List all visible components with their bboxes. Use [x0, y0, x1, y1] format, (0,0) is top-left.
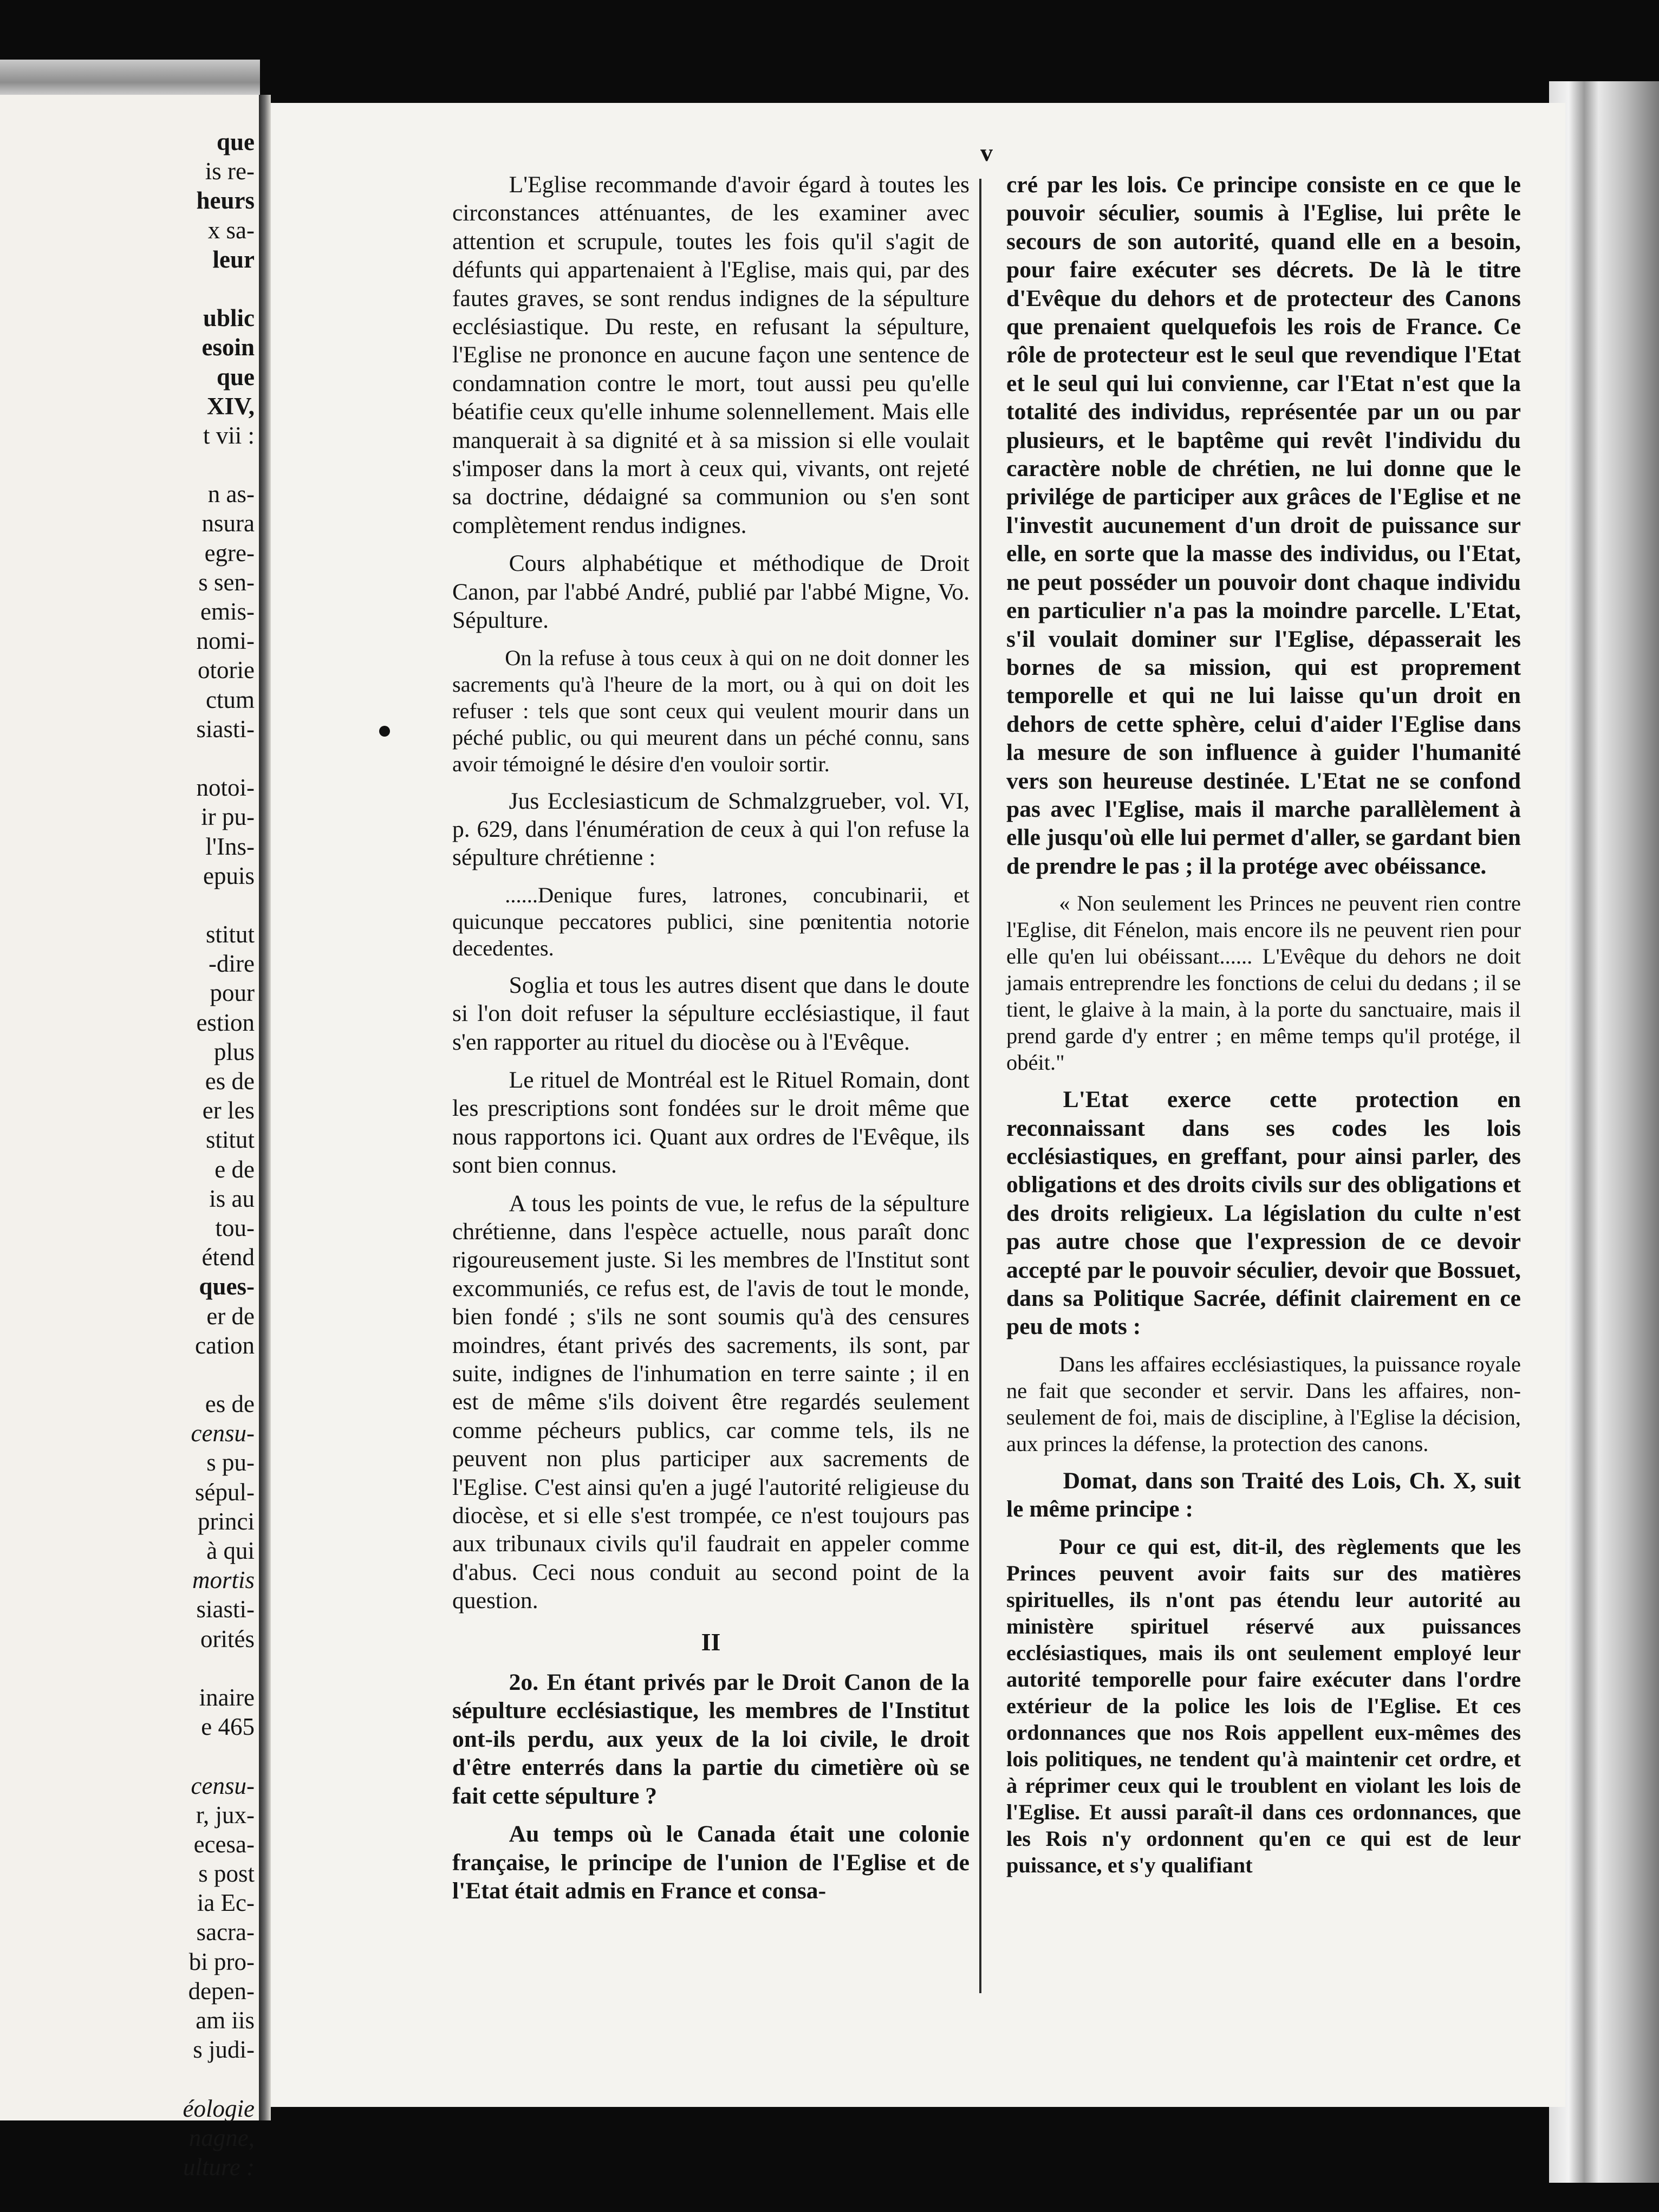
facing-page-line: ia Ec- [197, 1889, 255, 1917]
paragraph: 2o. En étant privés par le Droit Canon de la sépulture ecclésiastique, les membres de l'Institut ont-ils perdu, aux yeux de la loi civile, le droit d'être enterrés dans la partie du cimetière où se fait cette sépulture ? [452, 1669, 970, 1809]
facing-page-line [0, 274, 255, 303]
facing-page-line: siasti- [196, 715, 255, 743]
facing-page-line: censu- [191, 1772, 255, 1799]
facing-page-line: mortis [192, 1566, 255, 1594]
facing-page-line: t vii : [203, 421, 255, 449]
facing-page-line: notoi- [196, 774, 255, 802]
facing-page-line: egre- [204, 539, 255, 567]
paragraph: A tous les points de vue, le refus de la sépulture chrétienne, dans l'espèce actuelle, nous paraît donc rigoureusement juste. Si les membres de l'Institut sont excommuniés, ce refus est, de l'avis de tout le monde, bien fondé ; s'ils ne sont soumis qu'à des censures moindres, étant privés des sacrements, ils sont, par suite, indignes de l'inhumation en terre sainte ; il en est de même s'ils doivent être regardés seulement comme pécheurs publics, car comme tels, ils ne peuvent non plus participer aux sacrements de l'Eglise. C'est ainsi qu'en a jugé l'autorité religieuse du diocèse, et si elle s'est trompée, ce n'est toujours pas aux tribunaux civils qu'il faudrait en appeler comme d'abus. Ceci nous conduit au second point de la question. [452, 1190, 970, 1614]
facing-page-line: n as- [207, 480, 255, 508]
facing-page-line: er les [202, 1097, 255, 1124]
facing-page-line: epuis [203, 862, 255, 889]
facing-page-line [0, 744, 255, 773]
facing-page-line: leur [212, 245, 255, 273]
facing-page-line: à qui [206, 1537, 255, 1564]
facing-page-line [0, 890, 255, 920]
facing-page-line: heurs [196, 187, 255, 214]
section-heading: II [701, 1628, 721, 1656]
paragraph: L'Etat exerce cette protection en reconnaissant dans ses codes les lois ecclésiastiques, en greffant, pour ainsi parler, des obligations et des droits civils sur des obligations et des droits religieux. La législation du culte n'est pas autre chose que l'expression de ce devoir accepté par le pouvoir séculier, devoir que Bossuet, dans sa Politique Sacrée, définit clairement en ce peu de mots : [1006, 1087, 1521, 1340]
book-gutter [259, 95, 271, 2120]
facing-page-line: ecesa- [193, 1830, 255, 1858]
facing-page-line: que [216, 128, 255, 155]
facing-page-line: tou- [215, 1214, 255, 1241]
paragraph: cré par les lois. Ce principe consiste en ce que le pouvoir séculier, soumis à l'Eglise, lui prête le secours de son autorité, quand elle en a besoin, pour faire exécuter ses décrets. De là le titre d'Evêque du dehors et de protecteur des Canons que prenaient quelquefois les rois de France. Ce rôle de protecteur est le seul que revendique l'Etat et le seul qui lui convienne, car l'Etat n'est que la totalité des individus, représentée par un ou par plusieurs, et le baptême qui revêt l'individu du caractère noble de chrétien, ne lui donne que le privilége de participer aux grâces de l'Eglise et ne l'investit aucunement d'un droit de puissance sur elle, en sorte que la masse des individus, ou l'Etat, ne peut posséder un pouvoir dont chaque individu en particulier n'a pas la moindre parcelle. L'Etat, s'il voulait dominer sur l'Eglise, dépasserait les bornes de sa mission, qui est proprement temporelle et qui ne lui laisse qu'un droit en dehors de cette sphère, celui d'aider l'Eglise dans la mesure de son influence à guider l'humanité vers son heureuse destinée. L'Etat ne se confond pas avec l'Eglise, mais il marche parallèlement à elle jusqu'où elle lui permet d'aller, se gardant bien de prendre le pas ; il la protége avec obéissance. [1006, 172, 1521, 879]
paragraph: Domat, dans son Traité des Lois, Ch. X, suit le même principe : [1006, 1467, 1521, 1523]
facing-page-line [0, 1360, 255, 1389]
facing-page-line: cation [195, 1331, 255, 1359]
paragraph: Au temps où le Canada était une colonie française, le principe de l'union de l'Eglise et de l'Etat était admis en France et consa- [452, 1821, 970, 1904]
quotation: « Non seulement les Princes ne peuvent rien contre l'Eglise, dit Fénelon, mais encore ils ne peuvent rien pour elle qu'en lui obéissant...... L'Evêque du dehors ne doit jamais entreprendre les fonctions de celui du dedans ; il se tient, le glaive à la main, à la porte du sanctuaire, mais il prend garde d'y entrer ; en même temps qu'il protége, il obéit." [1006, 891, 1521, 1075]
ink-speck [379, 726, 390, 737]
facing-page-line: sacra- [196, 1918, 255, 1946]
facing-page-line: nagne, [188, 2124, 255, 2151]
text-column-right [1006, 171, 1521, 1888]
facing-page-line: x sa- [207, 216, 255, 244]
facing-page-line [0, 1654, 255, 1683]
facing-page-line: ir pu- [201, 803, 255, 831]
facing-page-line: XIV, [207, 392, 255, 420]
quotation: ......Denique fures, latrones, concubinarii, et quicunque peccatores publici, sine pœnitentia notorie decedentes. [452, 882, 970, 960]
facing-page-line: ulture : [183, 2153, 255, 2181]
facing-page-line: censu- [191, 1420, 255, 1447]
paragraph: L'Eglise recommande d'avoir égard à toutes les circonstances atténuantes, de les examiner avec attention et scrupule, toutes les fois qu'il s'agit de défunts qui appartenaient à l'Eglise, mais qui, par des fautes graves, se sont rendus indignes de la sépulture ecclésiastique. Du reste, en refusant la sépulture, l'Eglise ne prononce en aucune façon une sentence de condamnation contre le mort, tout aussi peu qu'elle béatifie ceux qu'elle inhume solennellement. Mais elle manquerait à sa dignité et à sa mission si elle voulait s'imposer dans la mort à ceux qui, vivants, ont rejeté sa doctrine, dédaigné sa communion ou s'en sont complètement rendus indignes. [452, 172, 970, 538]
facing-page-line: otorie [198, 656, 255, 684]
paragraph: Le rituel de Montréal est le Rituel Romain, dont les prescriptions sont fondées sur le droit même que nous rapportons ici. Quant aux ordres de l'Evêque, ils sont bien connus. [452, 1066, 970, 1179]
facing-page-line [0, 450, 255, 479]
facing-page-line: inaire [199, 1683, 255, 1711]
facing-page-line: plus [213, 1038, 255, 1065]
facing-page-line: es de [205, 1390, 255, 1418]
quotation: On la refuse à tous ceux à qui on ne doit donner les sacrements qu'à l'heure de la mort, ou à qui on doit les refuser : tels que sont ceux qui veulent mourir dans un péché public, ou qui meurent dans un péché connu, sans avoir témoigné le désire d'en vouloir sortir. [452, 645, 970, 776]
facing-page-line: ques- [199, 1273, 255, 1300]
quotation: Pour ce qui est, dit-il, des règlements que les Princes peuvent avoir faits sur des matières spirituelles, ils n'ont pas étendu leur autorité au ministère spirituel réservé aux puissances ecclésiastiques, mais ils ont seulement employé leur autorité temporelle pour faire exécuter dans l'ordre extérieur de la police les lois de l'Eglise. Et ces ordonnances que nos Rois appellent eux-mêmes des lois politiques, ne tendent qu'à maintenir cet ordre, et à réprimer ceux qui le troublent en violant les lois de l'Eglise. Et aussi paraît-il dans ces ordonnances, que les Rois n'y ordonnent qu'en ce qui est de leur puissance, et s'y qualifiant [1006, 1534, 1521, 1877]
paragraph: Cours alphabétique et méthodique de Droit Canon, par l'abbé André, publié par l'abbé Migne, Vo. Sépulture. [452, 550, 970, 634]
facing-page-line: l'Ins- [205, 832, 255, 860]
facing-page-line: éologie [183, 2094, 255, 2122]
facing-page-line: orités [200, 1625, 255, 1653]
facing-page-line: nsura [201, 510, 255, 537]
facing-page-line: emis- [200, 598, 255, 625]
facing-page-line: estion [196, 1009, 255, 1036]
facing-page-line: es de [205, 1068, 255, 1095]
facing-page-line: -dire [209, 950, 255, 978]
paragraph: Soglia et tous les autres disent que dans le doute si l'on doit refuser la sépulture ecclésiastique, il faut s'en rapporter au rituel du diocèse ou à l'Evêque. [452, 972, 970, 1055]
facing-page-line: sépul- [195, 1478, 255, 1506]
facing-page-line: e 465 [201, 1713, 255, 1741]
facing-page-line: bi pro- [188, 1948, 255, 1975]
book-top-edge [0, 60, 260, 97]
facing-page-line: ctum [206, 686, 255, 713]
facing-page-line: depen- [188, 1977, 255, 2005]
page-number: v [980, 139, 993, 166]
facing-page-line: siasti- [196, 1596, 255, 1623]
facing-page-line [0, 1741, 255, 1771]
facing-page-line: ublic [203, 304, 255, 332]
facing-page-line: is au [209, 1185, 255, 1212]
facing-page-line: am iis [196, 2007, 255, 2034]
column-divider [979, 179, 981, 1993]
facing-page-line: stitut [205, 1126, 255, 1154]
facing-page-line: s sen- [198, 568, 255, 596]
facing-page-line: que [216, 363, 255, 391]
facing-page-line: s post [198, 1860, 255, 1888]
facing-page-line: r, jux- [196, 1801, 255, 1829]
book-cover-edge [1549, 81, 1659, 2183]
paragraph: Jus Ecclesiasticum de Schmalzgrueber, vol. VI, p. 629, dans l'énumération de ceux à qui l'on refuse la sépulture chrétienne : [452, 788, 970, 871]
quotation: Dans les affaires ecclésiastiques, la puissance royale ne fait que seconder et servir. Dans les affaires, non-seulement de foi, mais de discipline, à l'Eglise la décision, aux princes la défense, la protection des canons. [1006, 1351, 1521, 1456]
facing-page-line: princi [198, 1507, 255, 1535]
facing-page-line [0, 2064, 255, 2093]
facing-page-text [0, 127, 255, 2182]
facing-page-line: s judi- [193, 2036, 255, 2064]
facing-page-line: esoin [201, 334, 255, 361]
facing-page-line: nomi- [196, 627, 255, 655]
facing-page-line: s pu- [206, 1449, 255, 1476]
facing-page-line: pour [210, 979, 255, 1007]
facing-page-line: er de [206, 1302, 255, 1330]
facing-page-line: stitut [205, 921, 255, 948]
facing-page-line: e de [214, 1155, 255, 1183]
text-column-left [452, 171, 970, 1915]
facing-page-line: étend [201, 1244, 255, 1271]
facing-page-line: is re- [205, 158, 255, 185]
